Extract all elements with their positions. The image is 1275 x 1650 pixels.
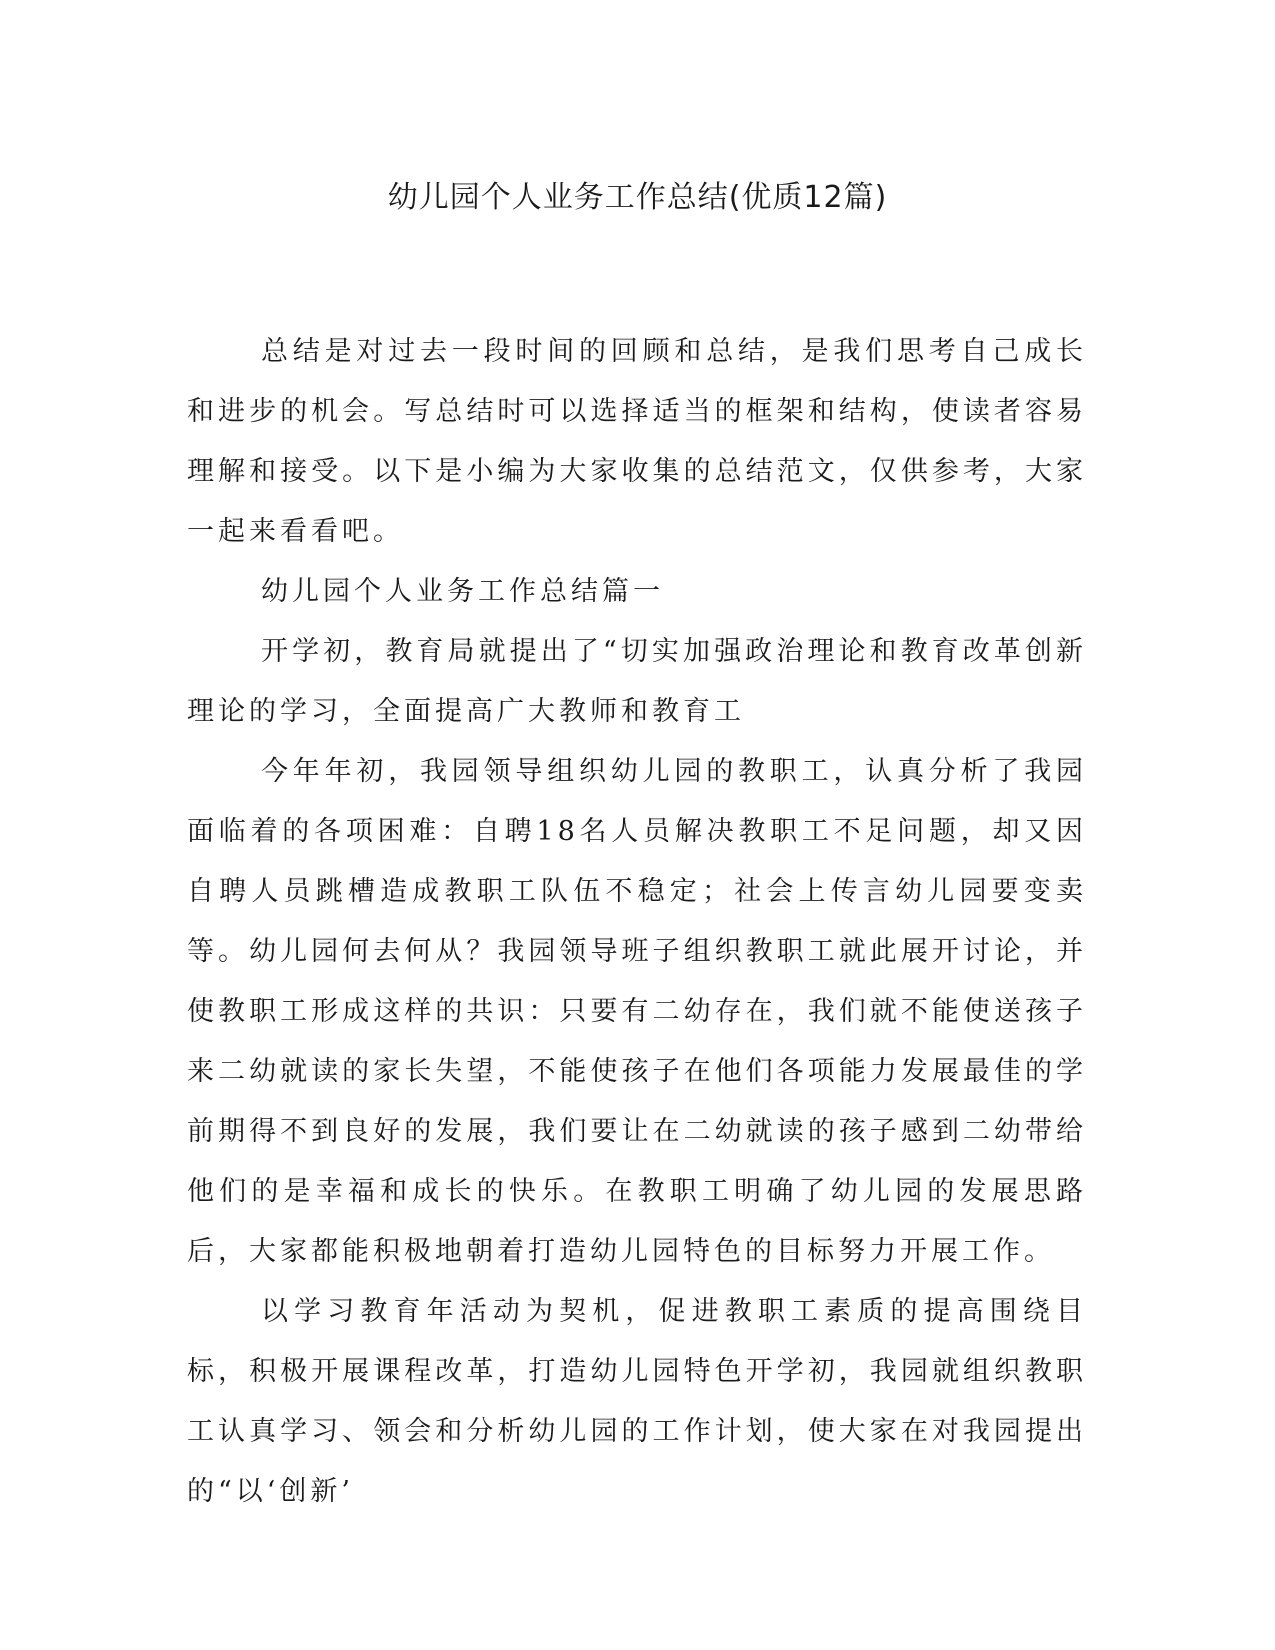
intro-paragraph: 总结是对过去一段时间的回顾和总结，是我们思考自己成长和进步的机会。写总结时可以选择适当的框架和结构，使读者容易理解和接受。以下是小编为大家收集的总结范文，仅供参考，大家一起来看看吧。 [187, 336, 1087, 547]
body-paragraph: 今年年初，我园领导组织幼儿园的教职工，认真分析了我园面临着的各项困难：自聘18名人员解决教职工不足问题，却又因自聘人员跳槽造成教职工队伍不稳定；社会上传言幼儿园要变卖等。幼儿园何去何从？我园领导班子组织教职工就此展开讨论，并使教职工形成这样的共识：只要有二幼存在，我们就不能使送孩子来二幼就读的家长失望，不能使孩子在他们各项能力发展最佳的学前期得不到良好的发展，我们要让在二幼就读的孩子感到二幼带给他们的是幸福和成长的快乐。在教职工明确了幼儿园的发展思路后，大家都能积极地朝着打造幼儿园特色的目标努力开展工作。 [187, 756, 1087, 1267]
document-title: 幼儿园个人业务工作总结(优质12篇) [387, 180, 888, 215]
document-body [187, 322, 1087, 1522]
body-paragraph: 以学习教育年活动为契机，促进教职工素质的提高围绕目标，积极开展课程改革，打造幼儿园特色开学初，我园就组织教职工认真学习、领会和分析幼儿园的工作计划，使大家在对我园提出的“以‘创新’ [187, 1296, 1087, 1507]
body-paragraph: 开学初，教育局就提出了“切实加强政治理论和教育改革创新理论的学习，全面提高广大教师和教育工 [187, 636, 1087, 727]
section-heading: 幼儿园个人业务工作总结篇一 [261, 576, 664, 607]
